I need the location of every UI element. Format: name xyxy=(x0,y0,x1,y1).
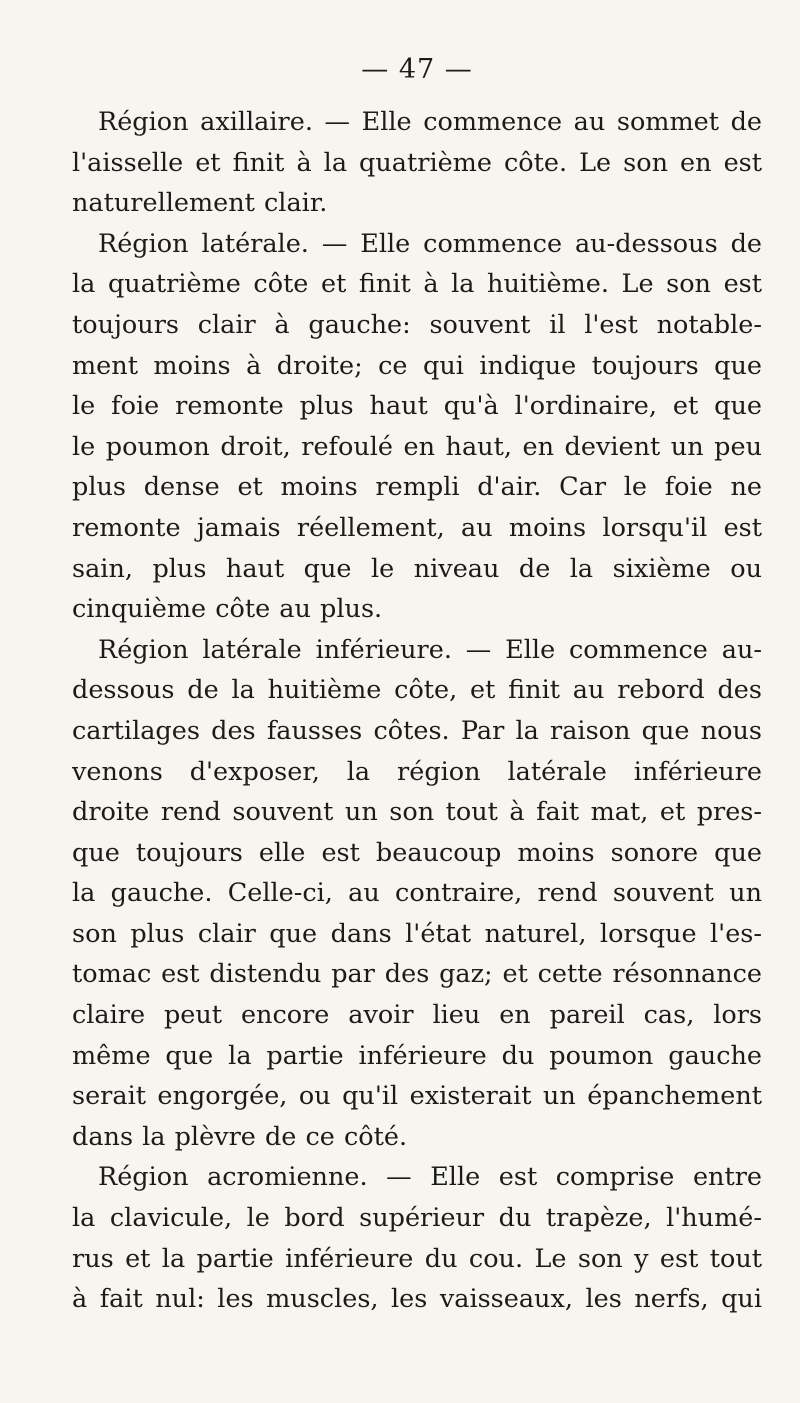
text-line: dessous de la huitième côte, et finit au rebord des xyxy=(72,675,762,706)
text-line: la gauche. Celle-ci, au contraire, rend souvent un xyxy=(72,878,762,909)
paragraph-region-axillaire xyxy=(72,102,762,224)
text-line: cartilages des fausses côtes. Par la raison que nous xyxy=(72,715,762,746)
text-line: Région axillaire. — Elle commence au sommet de xyxy=(98,107,762,137)
text-line: la clavicule, le bord supérieur du trapèze, l'humé- xyxy=(72,1203,762,1234)
page-number: — 47 — xyxy=(361,54,473,85)
text-line: Région acromienne. — Elle est comprise entre xyxy=(98,1162,762,1193)
text-line: plus dense et moins rempli d'air. Car le foie ne xyxy=(72,472,762,503)
text-line: le poumon droit, refoulé en haut, en devient un peu xyxy=(72,431,762,462)
text-line: même que la partie inférieure du poumon gauche xyxy=(72,1040,762,1071)
paragraph-region-acromienne xyxy=(72,1157,762,1319)
text-line: venons d'exposer, la région latérale inférieure xyxy=(72,756,762,787)
text-line: la quatrième côte et finit à la huitième. Le son est xyxy=(72,269,762,300)
text-line: son plus clair que dans l'état naturel, lorsque l'es- xyxy=(72,918,762,949)
text-line: serait engorgée, ou qu'il existerait un épanchement xyxy=(72,1081,762,1112)
paragraph-region-laterale xyxy=(72,224,762,630)
text-line: toujours clair à gauche: souvent il l'est notable- xyxy=(72,309,762,340)
text-line: que toujours elle est beaucoup moins sonore que xyxy=(72,837,762,868)
text-line: l'aisselle et finit à la quatrième côte. Le son en est xyxy=(72,147,762,178)
text-line: naturellement clair. xyxy=(72,188,328,219)
text-line: dans la plèvre de ce côté. xyxy=(72,1121,408,1152)
text-line: remonte jamais réellement, au moins lorsqu'il est xyxy=(72,512,762,543)
text-line: à fait nul: les muscles, les vaisseaux, les nerfs, qui xyxy=(72,1284,762,1315)
text-line: droite rend souvent un son tout à fait mat, et pres- xyxy=(72,797,762,828)
text-line: ment moins à droite; ce qui indique toujours que xyxy=(72,350,762,381)
text-line: cinquième côte au plus. xyxy=(72,594,383,625)
text-line: rus et la partie inférieure du cou. Le son y est tout xyxy=(72,1243,762,1274)
text-line: claire peut encore avoir lieu en pareil cas, lors xyxy=(72,1000,762,1031)
text-line: Région latérale inférieure. — Elle commence au- xyxy=(98,634,762,665)
text-line: le foie remonte plus haut qu'à l'ordinaire, et que xyxy=(72,391,762,422)
paragraph-region-laterale-inferieure xyxy=(72,630,762,1158)
text-line: sain, plus haut que le niveau de la sixième ou xyxy=(72,553,762,584)
text-line: tomac est distendu par des gaz; et cette résonnance xyxy=(72,959,762,990)
text-line: Région latérale. — Elle commence au-dessous de xyxy=(98,228,762,259)
